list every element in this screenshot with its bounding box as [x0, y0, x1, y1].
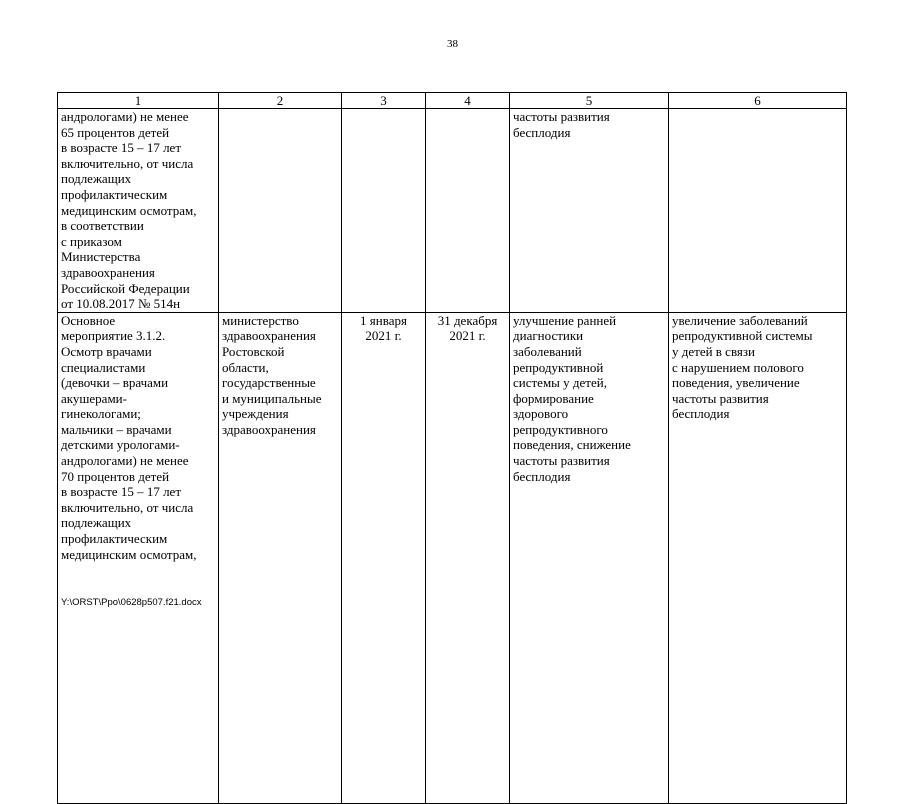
- page-number: 38: [447, 38, 458, 50]
- text-line: репродуктивной системы: [672, 328, 813, 344]
- file-path-footer: Y:\ORST\Ppo\0628p507.f21.docx: [61, 597, 202, 608]
- text-line: профилактическим: [61, 186, 168, 202]
- cell-activity-continued: [58, 109, 219, 313]
- text-line: профилактическим: [61, 531, 168, 547]
- text-line: здравоохранения: [61, 264, 155, 280]
- text-line: бесплодия: [672, 406, 730, 422]
- cell-end-date: [426, 312, 510, 803]
- table-header-row: [58, 93, 847, 109]
- text-line: с нарушением полового: [672, 359, 804, 375]
- text-line: мальчики – врачами: [61, 421, 172, 437]
- column-number-3: 3: [342, 93, 426, 109]
- text-line: от 10.08.2017 № 514н: [61, 296, 181, 312]
- text-line: здравоохранения: [222, 421, 316, 437]
- text-line: медицинским осмотрам,: [61, 546, 197, 562]
- text-line: включительно, от числа: [61, 155, 194, 171]
- text-line: гинекологами;: [61, 406, 141, 422]
- text-line: в соответствии: [61, 218, 144, 234]
- text-line: 31 декабря: [437, 312, 498, 328]
- text-line: Министерства: [61, 249, 141, 265]
- cell-expected-result: [510, 312, 669, 803]
- text-line: 2021 г.: [365, 328, 402, 344]
- text-line: подлежащих: [61, 171, 132, 187]
- text-line: министерство: [222, 312, 299, 328]
- cell-executor: [219, 312, 342, 803]
- text-line: у детей в связи: [672, 343, 755, 359]
- text-line: формирование: [513, 390, 594, 406]
- text-line: 65 процентов детей: [61, 124, 170, 140]
- column-number-4: 4: [426, 93, 510, 109]
- text-line: бесплодия: [513, 124, 571, 140]
- text-line: и муниципальные: [222, 390, 322, 406]
- column-number-2: 2: [219, 93, 342, 109]
- cell-end-empty: [426, 109, 510, 313]
- text-line: здорового: [513, 406, 569, 422]
- text-line: репродуктивного: [513, 421, 608, 437]
- column-number-6: 6: [669, 93, 847, 109]
- text-line: 1 января: [360, 312, 407, 328]
- text-line: улучшение ранней: [513, 312, 617, 328]
- text-line: детскими урологами-: [61, 437, 180, 453]
- text-line: подлежащих: [61, 515, 132, 531]
- text-line: андрологами) не менее: [61, 109, 189, 124]
- text-line: увеличение заболеваний: [672, 312, 808, 328]
- cell-executor-empty: [219, 109, 342, 313]
- text-line: частоты развития: [513, 109, 610, 124]
- document-table: [57, 92, 847, 804]
- column-number-5: 5: [510, 93, 669, 109]
- text-line: в возрасте 15 – 17 лет: [61, 140, 182, 156]
- text-line: бесплодия: [513, 468, 571, 484]
- text-line: Российской Федерации: [61, 280, 190, 296]
- cell-consequence-empty: [669, 109, 847, 313]
- text-line: андрологами) не менее: [61, 453, 189, 469]
- text-line: мероприятие 3.1.2.: [61, 328, 166, 344]
- text-line: частоты развития: [672, 390, 769, 406]
- cell-result-continued: [510, 109, 669, 313]
- text-line: 70 процентов детей: [61, 468, 170, 484]
- text-line: Основное: [61, 312, 116, 328]
- text-line: частоты развития: [513, 453, 610, 469]
- table-row-activity-3-1-2: [58, 312, 847, 803]
- text-line: заболеваний: [513, 343, 582, 359]
- column-number-1: 1: [58, 93, 219, 109]
- cell-consequence: [669, 312, 847, 803]
- cell-activity: [58, 312, 219, 803]
- table-row-continuation: [58, 109, 847, 313]
- text-line: специалистами: [61, 359, 146, 375]
- text-line: поведения, снижение: [513, 437, 631, 453]
- text-line: здравоохранения: [222, 328, 316, 344]
- text-line: репродуктивной: [513, 359, 604, 375]
- text-line: государственные: [222, 375, 316, 391]
- text-line: включительно, от числа: [61, 499, 194, 515]
- text-line: с приказом: [61, 233, 122, 249]
- text-line: медицинским осмотрам,: [61, 202, 197, 218]
- cell-start-empty: [342, 109, 426, 313]
- text-line: диагностики: [513, 328, 584, 344]
- text-line: области,: [222, 359, 269, 375]
- cell-start-date: [342, 312, 426, 803]
- text-line: Осмотр врачами: [61, 343, 152, 359]
- text-line: системы у детей,: [513, 375, 607, 391]
- text-line: в возрасте 15 – 17 лет: [61, 484, 182, 500]
- text-line: Ростовской: [222, 343, 285, 359]
- text-line: учреждения: [222, 406, 289, 422]
- text-line: (девочки – врачами: [61, 375, 169, 391]
- text-line: 2021 г.: [449, 328, 486, 344]
- text-line: поведения, увеличение: [672, 375, 800, 391]
- text-line: акушерами-: [61, 390, 127, 406]
